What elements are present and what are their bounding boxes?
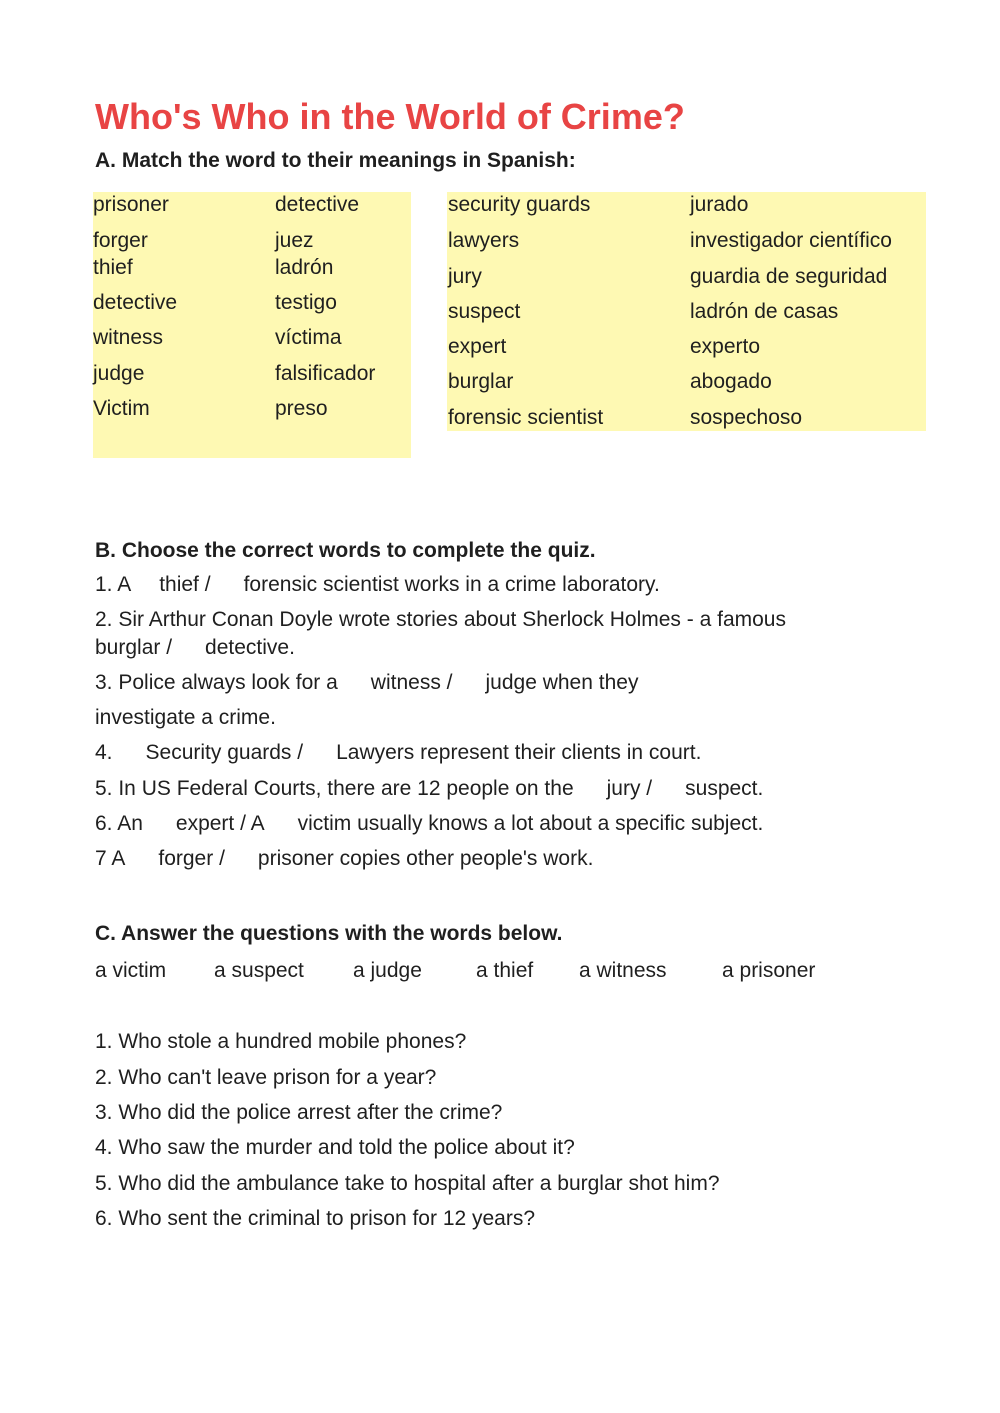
word-bank-item[interactable]: a witness: [579, 959, 667, 982]
q6-option-a[interactable]: expert / A: [175, 812, 265, 835]
q7-option-a[interactable]: forger /: [158, 847, 225, 870]
q4-option-a[interactable]: Security guards /: [145, 741, 304, 764]
word-bank-item[interactable]: a thief: [476, 959, 534, 982]
table2-meaning: sospechoso: [690, 406, 803, 429]
table1-word: forger: [93, 229, 148, 252]
section-a-heading: A. Match the word to their meanings in Spanish:: [95, 149, 576, 172]
q5-option-a[interactable]: jury /: [606, 777, 653, 800]
quiz-question-2-line1: 2. Sir Arthur Conan Doyle wrote stories about Sherlock Holmes - a famous: [95, 608, 786, 631]
q2-option-a[interactable]: burglar /: [95, 636, 173, 659]
answer-question: 5. Who did the ambulance take to hospital after a burglar shot him?: [95, 1172, 720, 1195]
q1-start: 1. A: [95, 573, 132, 596]
table1-meaning: falsificador: [275, 362, 376, 385]
table1-word: detective: [93, 291, 178, 314]
table1-word: thief: [93, 256, 133, 279]
table1-word: judge: [93, 362, 145, 385]
word-bank-item[interactable]: a judge: [353, 959, 422, 982]
q1-option-b[interactable]: forensic scientist works in a crime laboratory.: [243, 573, 660, 596]
q5-start: 5. In US Federal Courts, there are 12 people on the: [95, 777, 574, 800]
table2-meaning: experto: [690, 335, 761, 358]
q1-option-a[interactable]: thief /: [159, 573, 211, 596]
table1-word: prisoner: [93, 193, 169, 216]
quiz-question-1: [95, 573, 660, 597]
table2-word: forensic scientist: [448, 406, 604, 429]
table1-meaning: víctima: [275, 326, 342, 349]
q7-start: 7 A: [95, 847, 126, 870]
section-c-heading: C. Answer the questions with the words below.: [95, 922, 563, 945]
quiz-question-4: [95, 741, 701, 765]
word-bank-item[interactable]: a prisoner: [722, 959, 816, 982]
answer-question: 6. Who sent the criminal to prison for 12 years?: [95, 1207, 536, 1230]
table2-word: lawyers: [448, 229, 520, 252]
quiz-question-3: [95, 671, 638, 695]
table2-word: suspect: [448, 300, 521, 323]
q2-option-b[interactable]: detective.: [205, 636, 295, 659]
answer-question: 3. Who did the police arrest after the crime?: [95, 1101, 503, 1124]
table2-meaning: investigador científico: [690, 229, 892, 252]
table1-meaning: ladrón: [275, 256, 334, 279]
word-bank-item[interactable]: a victim: [95, 959, 167, 982]
word-bank-item[interactable]: a suspect: [214, 959, 304, 982]
quiz-question-3-line2: investigate a crime.: [95, 706, 276, 729]
answer-question: 1. Who stole a hundred mobile phones?: [95, 1030, 467, 1053]
page-title: Who's Who in the World of Crime?: [95, 96, 685, 137]
table1-word: witness: [93, 326, 164, 349]
table2-meaning: ladrón de casas: [690, 300, 839, 323]
q7-option-b[interactable]: prisoner copies other people's work.: [257, 847, 594, 870]
quiz-question-7: [95, 847, 593, 871]
q4-start: 4.: [95, 741, 113, 764]
q3-start: 3. Police always look for a: [95, 671, 338, 694]
q6-option-b[interactable]: victim usually knows a lot about a specific subject.: [297, 812, 764, 835]
table2-meaning: jurado: [690, 193, 749, 216]
table2-word: security guards: [448, 193, 591, 216]
answer-question: 4. Who saw the murder and told the police about it?: [95, 1136, 575, 1159]
table2-meaning: guardia de seguridad: [690, 265, 888, 288]
section-b-heading: B. Choose the correct words to complete the quiz.: [95, 539, 596, 562]
table2-word: expert: [448, 335, 507, 358]
table1-meaning: juez: [275, 229, 314, 252]
table2-word: burglar: [448, 370, 514, 393]
quiz-question-5: [95, 777, 763, 801]
q3-option-a[interactable]: witness /: [370, 671, 453, 694]
q4-option-b[interactable]: Lawyers represent their clients in court.: [336, 741, 702, 764]
q3-option-b[interactable]: judge when they: [485, 671, 639, 694]
quiz-question-2-line2: [95, 636, 295, 660]
table1-meaning: preso: [275, 397, 328, 420]
table1-word: Victim: [93, 397, 150, 420]
table1-meaning: testigo: [275, 291, 337, 314]
answer-question: 2. Who can't leave prison for a year?: [95, 1066, 437, 1089]
table2-word: jury: [448, 265, 482, 288]
table1-meaning: detective: [275, 193, 360, 216]
q5-option-b[interactable]: suspect.: [685, 777, 764, 800]
q6-start: 6. An: [95, 812, 143, 835]
quiz-question-6: [95, 812, 763, 836]
table2-meaning: abogado: [690, 370, 772, 393]
